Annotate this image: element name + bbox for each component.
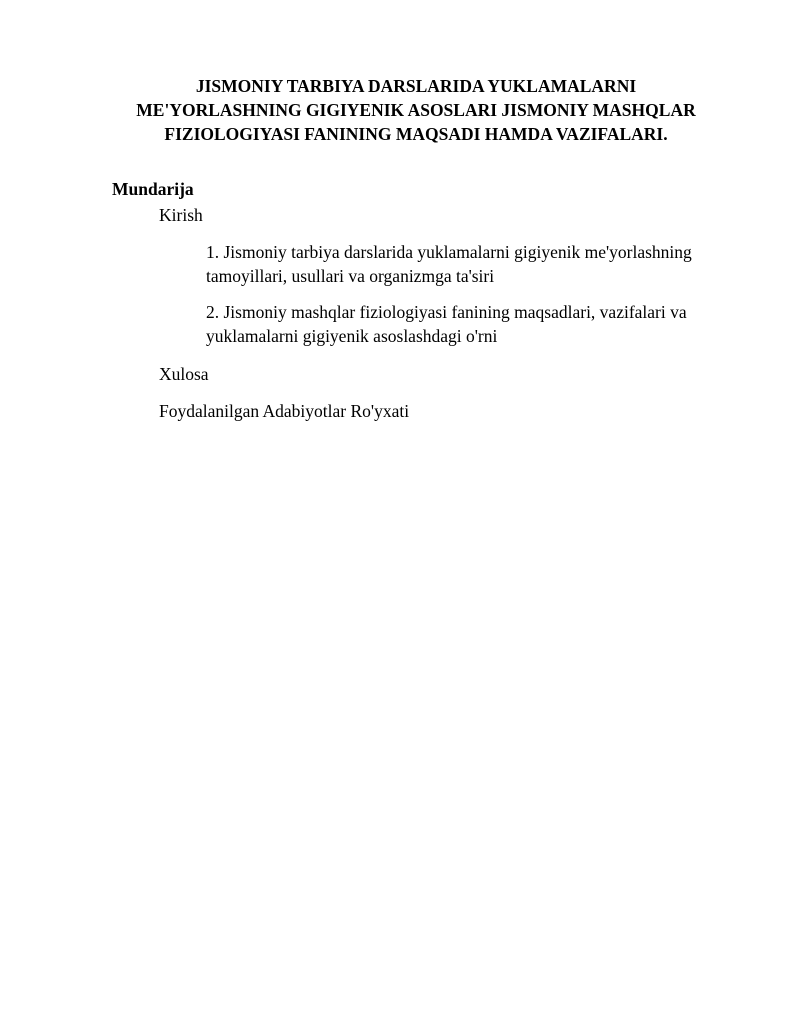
document-title-line: JISMONIY TARBIYA DARSLARIDA YUKLAMALARNI	[195, 76, 637, 96]
document-title	[110, 74, 722, 146]
toc-entry-line: yuklamalarni gigiyenik asoslashdagi o'rni	[206, 326, 498, 346]
document-title-line: ME'YORLASHNING GIGIYENIK ASOSLARI JISMONIY MASHQLAR	[136, 100, 696, 120]
toc-entry-conclusion: Xulosa	[159, 364, 209, 384]
toc-entry-section-1	[206, 240, 746, 288]
toc-entry-references: Foydalanilgan Adabiyotlar Ro'yxati	[159, 401, 410, 421]
document-title-line: FIZIOLOGIYASI FANINING MAQSADI HAMDA VAZIFALARI.	[164, 124, 668, 144]
toc-entry-section-2	[206, 300, 746, 348]
table-of-contents-heading: Mundarija	[112, 179, 194, 199]
toc-entry-line: 2. Jismoniy mashqlar fiziologiyasi fanining maqsadlari, vazifalari va	[206, 302, 687, 322]
toc-entry-introduction: Kirish	[159, 205, 203, 225]
toc-entry-line: tamoyillari, usullari va organizmga ta'siri	[206, 266, 495, 286]
toc-entry-line: 1. Jismoniy tarbiya darslarida yuklamalarni gigiyenik me'yorlashning	[206, 242, 692, 262]
